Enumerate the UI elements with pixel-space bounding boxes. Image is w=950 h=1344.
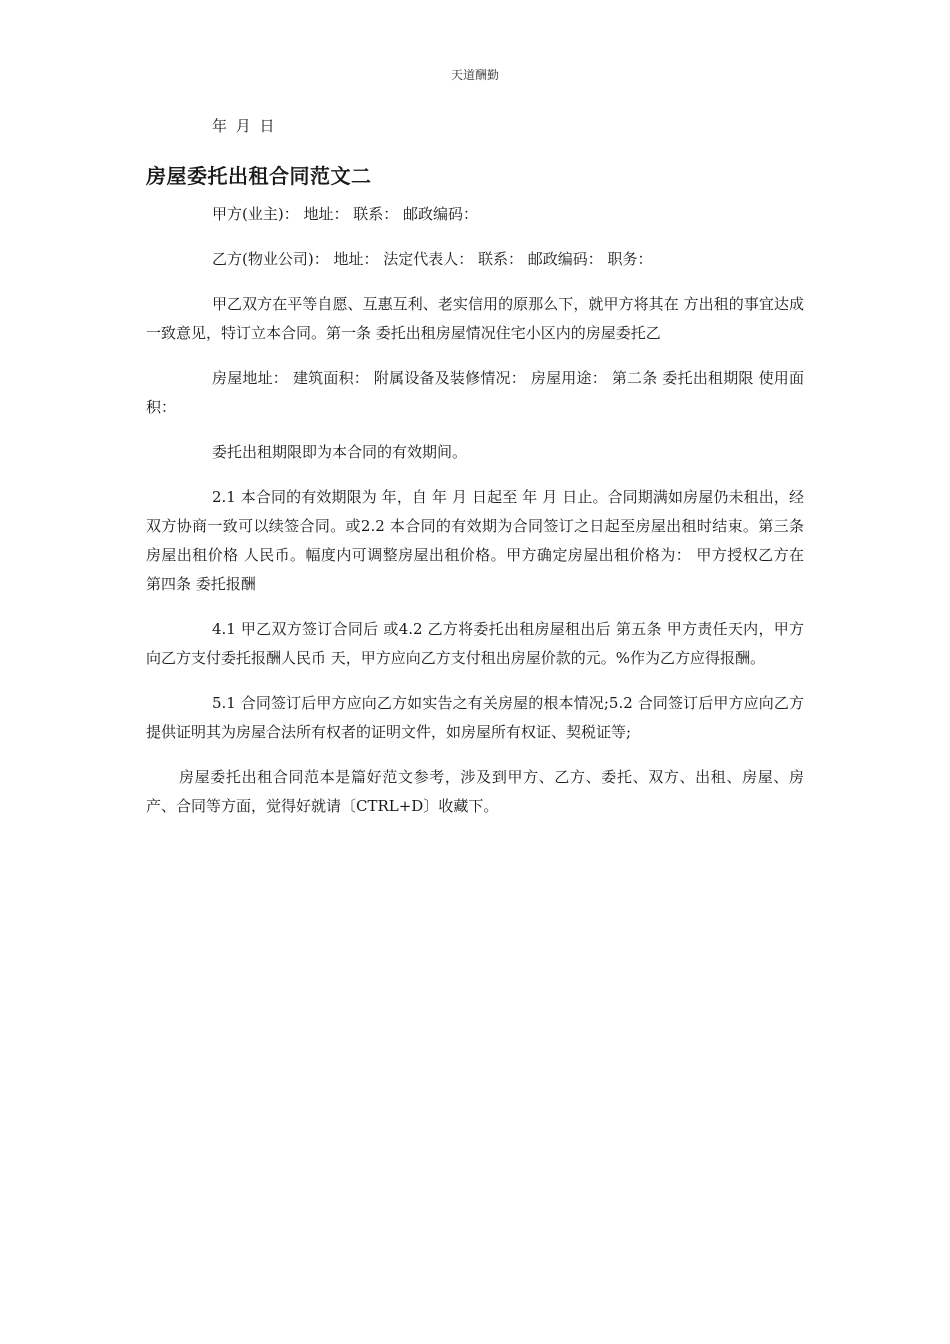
document-body <box>146 200 804 837</box>
page-header: 天道酬勤 <box>450 68 499 82</box>
paragraph-property-info: 房屋地址： 建筑面积： 附属设备及装修情况： 房屋用途： 第二条 委托出租期限 使用面积： <box>146 369 804 416</box>
paragraph-party-a: 甲方(业主)： 地址： 联系： 邮政编码： <box>212 205 479 223</box>
paragraph-agreement: 甲乙双方在平等自愿、互惠互利、老实信用的原那么下，就甲方将其在 方出租的事宜达成一致意见，特订立本合同。第一条 委托出租房屋情况住宅小区内的房屋委托乙 <box>146 295 804 342</box>
paragraph-party-b: 乙方(物业公司)： 地址： 法定代表人： 联系： 邮政编码： 职务： <box>212 250 653 268</box>
paragraph-clause-4: 4.1 甲乙双方签订合同后 或4.2 乙方将委托出租房屋租出后 第五条 甲方责任天内，甲方向乙方支付委托报酬人民币 天，甲方应向乙方支付租出房屋价款的元。%作为乙方应得报酬。 <box>146 620 804 667</box>
paragraph-term: 委托出租期限即为本合同的有效期间。 <box>212 443 468 461</box>
date-line: 年 月 日 <box>212 117 277 135</box>
document-title: 房屋委托出租合同范文二 <box>146 164 372 188</box>
paragraph-clause-2: 2.1 本合同的有效期限为 年，自 年 月 日起至 年 月 日止。合同期满如房屋仍未租出，经双方协商一致可以续签合同。或2.2 本合同的有效期为合同签订之日起至房屋出租时结束。第三条 房屋出租价格 人民币。幅度内可调整房屋出租价格。甲方确定房屋出租价格为： 甲方授权乙方在 第四条 委托报酬 <box>146 488 804 593</box>
paragraph-closing: 房屋委托出租合同范本是篇好范文参考，涉及到甲方、乙方、委托、双方、出租、房屋、房产、合同等方面，觉得好就请〔CTRL+D〕收藏下。 <box>146 768 804 815</box>
paragraph-clause-5: 5.1 合同签订后甲方应向乙方如实告之有关房屋的根本情况;5.2 合同签订后甲方应向乙方提供证明其为房屋合法所有权者的证明文件，如房屋所有权证、契税证等; <box>146 694 804 741</box>
